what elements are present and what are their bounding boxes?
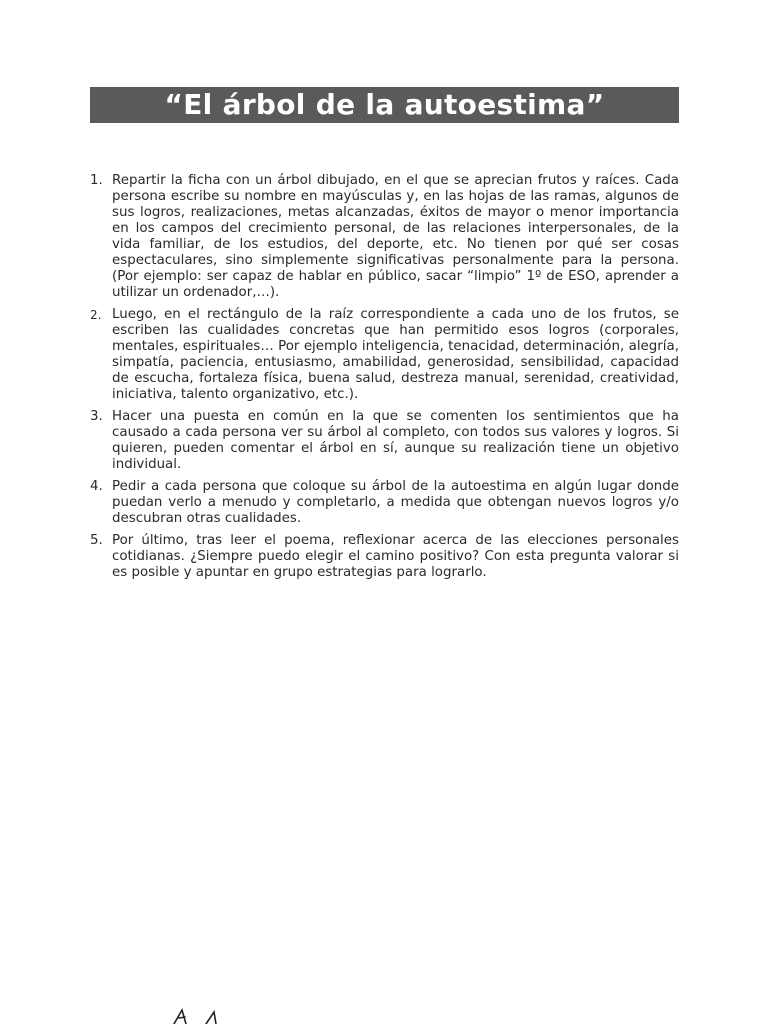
list-item (90, 479, 679, 527)
list-item-text: Por último, tras leer el poema, reflexionar acerca de las elecciones personales cotidianas. ¿Siempre puedo elegir el camino positivo? Con esta pregunta valorar si es posible y apuntar en grupo estrategias para lograrlo. (112, 533, 679, 580)
list-item-number: 3. (90, 409, 103, 424)
list-item-text: Repartir la ficha con un árbol dibujado, en el que se aprecian frutos y raíces. Cada persona escribe su nombre en mayúsculas y, en las hojas de las ramas, algunos de sus logros, realizaciones, metas alcanzadas, éxitos de mayor o menor importancia en los campos del crecimiento personal, de las relaciones interpersonales, de la vida familiar, de los estudios, del deporte, etc. No tienen por qué ser cosas espectaculares, sino simplemente significativas personalmente para la persona. (Por ejemplo: ser capaz de hablar en público, sacar “limpio” 1º de ESO, aprender a utilizar un ordenador,…). (112, 173, 679, 300)
list-item-text: Hacer una puesta en común en la que se comenten los sentimientos que ha causado a cada persona ver su árbol al completo, con todos sus valores y logros. Si quieren, pueden comentar el árbol en sí, aunque su realización tiene un objetivo individual. (112, 409, 679, 472)
title-banner (90, 87, 679, 123)
list-item-text: Luego, en el rectángulo de la raíz correspondiente a cada uno de los frutos, se escriben las cualidades concretas que han permitido esos logros (corporales, mentales, espirituales… Por ejemplo inteligencia, tenacidad, determinación, alegría, simpatía, paciencia, entusiasmo, amabilidad, generosidad, sensibilidad, capacidad de escucha, fortaleza física, buena salud, destreza manual, serenidad, creatividad, iniciativa, talento organizativo, etc.). (112, 307, 679, 402)
list-item-number: 1. (90, 173, 103, 188)
page-title: “El árbol de la autoestima” (164, 88, 605, 121)
list-item-number: 5. (90, 533, 103, 548)
list-item-number: 4. (90, 479, 103, 494)
list-item-number: 2. (90, 308, 102, 322)
instruction-list (90, 173, 679, 587)
list-item-text: Pedir a cada persona que coloque su árbol de la autoestima en algún lugar donde puedan verlo a menudo y completarlo, a medida que obtengan nuevos logros y/o descubran otras cualidades. (112, 479, 679, 526)
handwritten-mark (170, 1004, 230, 1024)
list-item (90, 307, 679, 403)
list-item (90, 409, 679, 473)
list-item (90, 533, 679, 581)
list-item (90, 173, 679, 301)
